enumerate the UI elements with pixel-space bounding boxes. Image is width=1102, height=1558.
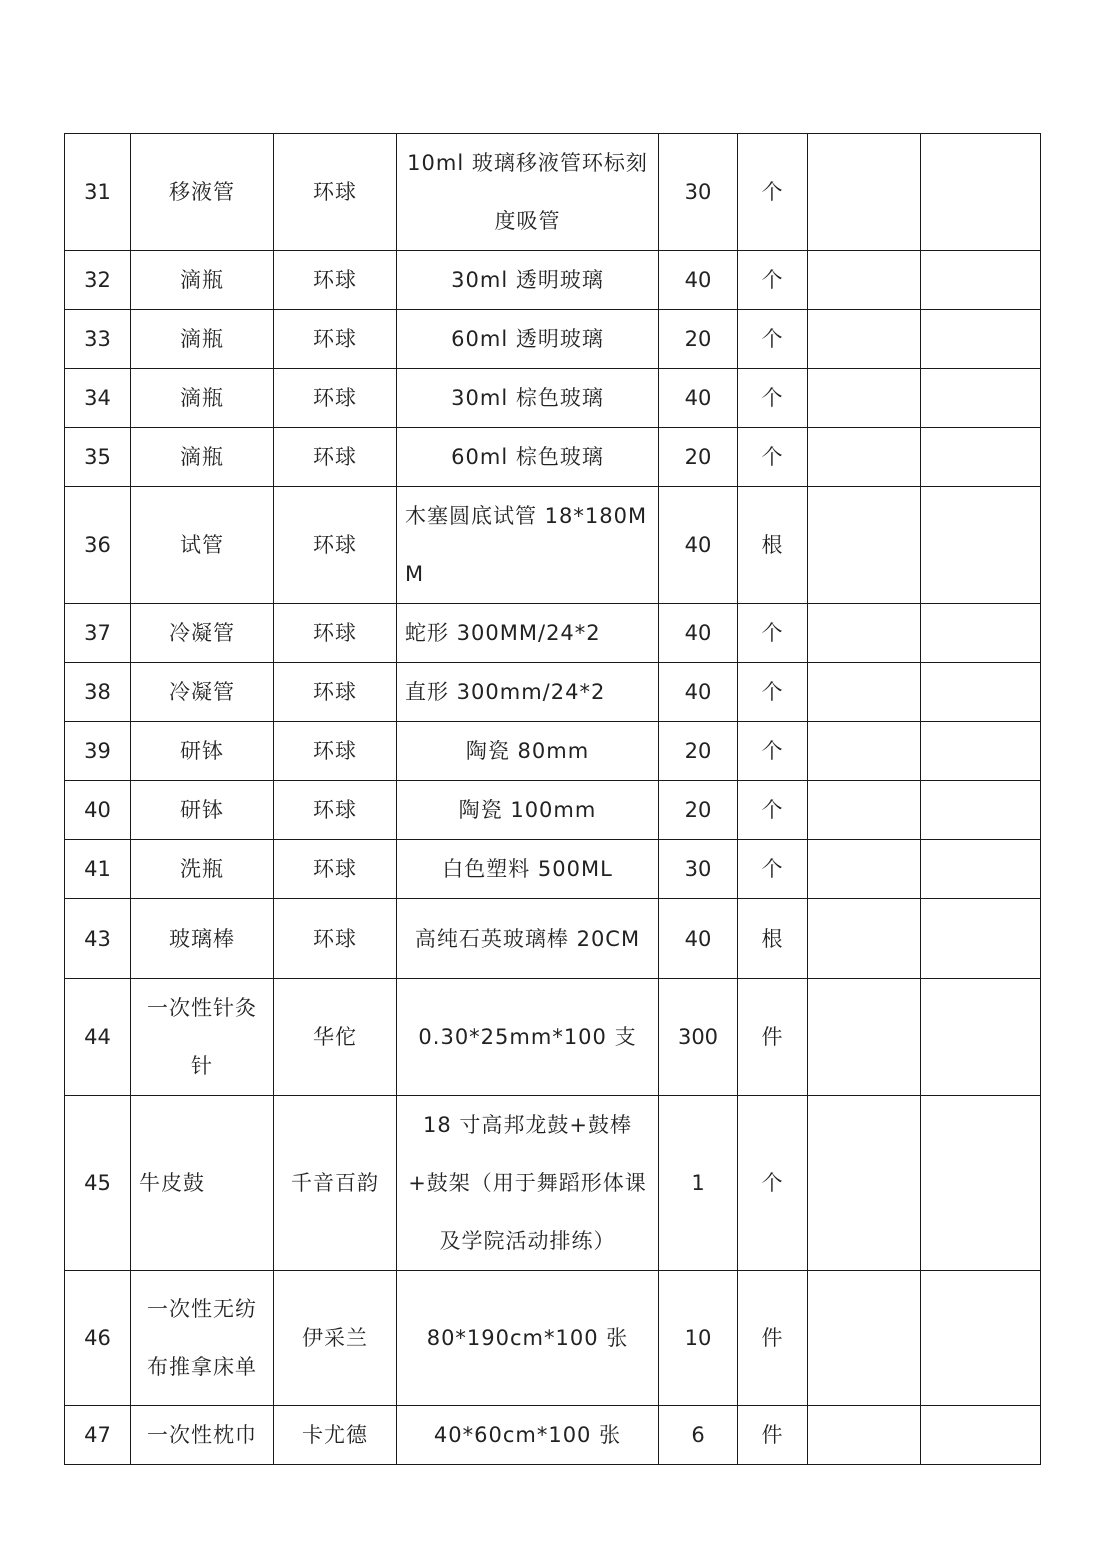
item-quantity: 20 — [659, 428, 738, 487]
item-quantity: 40 — [659, 369, 738, 428]
empty-cell — [921, 1406, 1041, 1465]
empty-cell — [921, 1271, 1041, 1406]
item-name: 一次性无纺布推拿床单 — [131, 1271, 274, 1406]
table-row — [65, 663, 1041, 722]
item-brand: 环球 — [274, 663, 397, 722]
empty-cell — [808, 604, 921, 663]
item-spec: 60ml 棕色玻璃 — [397, 428, 659, 487]
empty-cell — [808, 251, 921, 310]
empty-cell — [921, 781, 1041, 840]
item-quantity: 40 — [659, 663, 738, 722]
empty-cell — [808, 663, 921, 722]
empty-cell — [921, 1096, 1041, 1271]
empty-cell — [808, 487, 921, 604]
item-spec: 10ml 玻璃移液管环标刻度吸管 — [397, 134, 659, 251]
row-number: 45 — [65, 1096, 131, 1271]
table-row — [65, 1271, 1041, 1406]
item-spec: 18 寸高邦龙鼓+鼓棒+鼓架（用于舞蹈形体课及学院活动排练） — [397, 1096, 659, 1271]
item-quantity: 40 — [659, 899, 738, 979]
empty-cell — [808, 134, 921, 251]
item-name: 滴瓶 — [131, 428, 274, 487]
row-number: 35 — [65, 428, 131, 487]
item-spec: 30ml 棕色玻璃 — [397, 369, 659, 428]
empty-cell — [808, 781, 921, 840]
item-brand: 环球 — [274, 781, 397, 840]
item-brand: 环球 — [274, 428, 397, 487]
item-spec: 高纯石英玻璃棒 20CM — [397, 899, 659, 979]
row-number: 47 — [65, 1406, 131, 1465]
empty-cell — [921, 604, 1041, 663]
item-spec: 40*60cm*100 张 — [397, 1406, 659, 1465]
item-spec: 木塞圆底试管 18*180MM — [397, 487, 659, 604]
empty-cell — [808, 1271, 921, 1406]
table-row — [65, 134, 1041, 251]
item-brand: 环球 — [274, 134, 397, 251]
empty-cell — [808, 1406, 921, 1465]
item-unit: 根 — [738, 899, 808, 979]
item-quantity: 30 — [659, 134, 738, 251]
table-row — [65, 1406, 1041, 1465]
item-name: 一次性枕巾 — [131, 1406, 274, 1465]
empty-cell — [921, 722, 1041, 781]
item-quantity: 20 — [659, 781, 738, 840]
row-number: 37 — [65, 604, 131, 663]
item-spec: 白色塑料 500ML — [397, 840, 659, 899]
item-brand: 环球 — [274, 722, 397, 781]
item-unit: 个 — [738, 663, 808, 722]
item-brand: 伊采兰 — [274, 1271, 397, 1406]
item-brand: 千音百韵 — [274, 1096, 397, 1271]
table-row — [65, 428, 1041, 487]
item-quantity: 40 — [659, 251, 738, 310]
empty-cell — [921, 487, 1041, 604]
item-spec: 60ml 透明玻璃 — [397, 310, 659, 369]
item-unit: 个 — [738, 1096, 808, 1271]
item-spec: 直形 300mm/24*2 — [397, 663, 659, 722]
item-unit: 个 — [738, 722, 808, 781]
item-quantity: 20 — [659, 722, 738, 781]
empty-cell — [921, 899, 1041, 979]
item-name: 牛皮鼓 — [131, 1096, 274, 1271]
row-number: 36 — [65, 487, 131, 604]
item-name: 研钵 — [131, 781, 274, 840]
empty-cell — [808, 1096, 921, 1271]
item-name: 移液管 — [131, 134, 274, 251]
row-number: 41 — [65, 840, 131, 899]
item-name: 滴瓶 — [131, 310, 274, 369]
item-unit: 个 — [738, 310, 808, 369]
row-number: 34 — [65, 369, 131, 428]
item-quantity: 1 — [659, 1096, 738, 1271]
table-row — [65, 781, 1041, 840]
item-brand: 环球 — [274, 310, 397, 369]
item-spec: 30ml 透明玻璃 — [397, 251, 659, 310]
table-row — [65, 251, 1041, 310]
empty-cell — [808, 428, 921, 487]
empty-cell — [921, 134, 1041, 251]
item-unit: 个 — [738, 604, 808, 663]
item-brand: 华佗 — [274, 979, 397, 1096]
item-quantity: 10 — [659, 1271, 738, 1406]
row-number: 46 — [65, 1271, 131, 1406]
item-name: 洗瓶 — [131, 840, 274, 899]
item-spec: 0.30*25mm*100 支 — [397, 979, 659, 1096]
empty-cell — [921, 251, 1041, 310]
item-name: 冷凝管 — [131, 604, 274, 663]
item-brand: 环球 — [274, 899, 397, 979]
item-brand: 卡尤德 — [274, 1406, 397, 1465]
item-name: 滴瓶 — [131, 251, 274, 310]
table-row — [65, 840, 1041, 899]
item-unit: 件 — [738, 1271, 808, 1406]
item-unit: 个 — [738, 369, 808, 428]
item-spec: 陶瓷 100mm — [397, 781, 659, 840]
row-number: 31 — [65, 134, 131, 251]
table-row — [65, 604, 1041, 663]
table-row — [65, 979, 1041, 1096]
row-number: 32 — [65, 251, 131, 310]
empty-cell — [808, 722, 921, 781]
empty-cell — [808, 979, 921, 1096]
table-row — [65, 1096, 1041, 1271]
empty-cell — [921, 369, 1041, 428]
item-spec: 蛇形 300MM/24*2 — [397, 604, 659, 663]
item-unit: 根 — [738, 487, 808, 604]
item-quantity: 300 — [659, 979, 738, 1096]
item-spec: 陶瓷 80mm — [397, 722, 659, 781]
item-name: 一次性针灸针 — [131, 979, 274, 1096]
empty-cell — [808, 840, 921, 899]
item-unit: 件 — [738, 1406, 808, 1465]
empty-cell — [921, 663, 1041, 722]
item-brand: 环球 — [274, 369, 397, 428]
item-quantity: 6 — [659, 1406, 738, 1465]
item-brand: 环球 — [274, 604, 397, 663]
table-row — [65, 722, 1041, 781]
item-name: 玻璃棒 — [131, 899, 274, 979]
row-number: 43 — [65, 899, 131, 979]
item-unit: 个 — [738, 428, 808, 487]
empty-cell — [921, 979, 1041, 1096]
empty-cell — [921, 310, 1041, 369]
row-number: 40 — [65, 781, 131, 840]
empty-cell — [921, 840, 1041, 899]
item-unit: 个 — [738, 840, 808, 899]
item-unit: 个 — [738, 251, 808, 310]
table-row — [65, 310, 1041, 369]
row-number: 38 — [65, 663, 131, 722]
item-name: 冷凝管 — [131, 663, 274, 722]
empty-cell — [808, 369, 921, 428]
item-brand: 环球 — [274, 840, 397, 899]
item-quantity: 30 — [659, 840, 738, 899]
item-name: 滴瓶 — [131, 369, 274, 428]
table-row — [65, 369, 1041, 428]
table-row — [65, 487, 1041, 604]
table-row — [65, 899, 1041, 979]
item-spec: 80*190cm*100 张 — [397, 1271, 659, 1406]
item-quantity: 40 — [659, 604, 738, 663]
item-name: 研钵 — [131, 722, 274, 781]
item-unit: 个 — [738, 781, 808, 840]
row-number: 39 — [65, 722, 131, 781]
item-brand: 环球 — [274, 487, 397, 604]
row-number: 44 — [65, 979, 131, 1096]
item-name: 试管 — [131, 487, 274, 604]
empty-cell — [921, 428, 1041, 487]
empty-cell — [808, 310, 921, 369]
item-quantity: 20 — [659, 310, 738, 369]
item-unit: 个 — [738, 134, 808, 251]
item-brand: 环球 — [274, 251, 397, 310]
item-unit: 件 — [738, 979, 808, 1096]
item-quantity: 40 — [659, 487, 738, 604]
empty-cell — [808, 899, 921, 979]
equipment-table — [64, 133, 1041, 1465]
row-number: 33 — [65, 310, 131, 369]
